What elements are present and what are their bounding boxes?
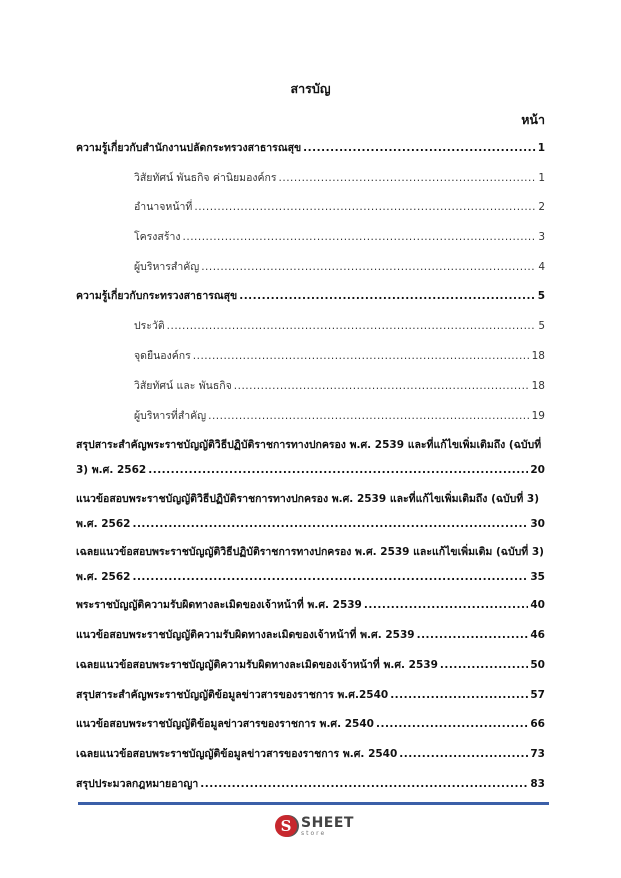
toc-entry-title: อำนาจหน้าที่ <box>134 201 193 213</box>
toc-entry[interactable] <box>134 200 545 214</box>
toc-entry[interactable] <box>76 688 545 702</box>
toc-entry-page: 4 <box>538 261 545 273</box>
toc-entry[interactable] <box>134 260 545 274</box>
toc-entry-page: 50 <box>530 659 545 671</box>
toc-entry-title: ผู้บริหารที่สำคัญ <box>134 410 207 422</box>
toc-entry[interactable] <box>76 777 545 791</box>
toc-leader <box>201 260 536 274</box>
toc-entry-page: 20 <box>530 464 545 476</box>
toc-entry[interactable] <box>134 409 545 423</box>
toc-entry-title-cont: พ.ศ. 2562 <box>76 518 131 530</box>
toc-leader <box>440 658 528 672</box>
toc-entry-title: วิสัยทัศน์ พันธกิจ ค่านิยมองค์กร <box>134 172 277 184</box>
toc-entry-title: พระราชบัญญัติความรับผิดทางละเมิดของเจ้าหน้าที่ พ.ศ. 2539 <box>76 599 362 611</box>
toc-entry-title: ผู้บริหารสำคัญ <box>134 261 200 273</box>
logo-mark-icon: S <box>275 815 297 837</box>
toc-entry-title-cont: 3) พ.ศ. 2562 <box>76 464 147 476</box>
toc-entry-title: เฉลยแนวข้อสอบพระราชบัญญัติวิธีปฏิบัติราชการทางปกครอง พ.ศ. 2539 และแก้ไขเพิ่มเติม (ฉบับที่ 3) <box>76 546 544 558</box>
logo-subtext: store <box>301 829 327 837</box>
toc-entry-title: เฉลยแนวข้อสอบพระราชบัญญัติข้อมูลข่าวสารของราชการ พ.ศ. 2540 <box>76 748 398 760</box>
toc-leader <box>167 319 537 333</box>
toc-leader <box>234 379 530 393</box>
toc-entry-title: โครงสร้าง <box>134 231 181 243</box>
toc-entry-page: 46 <box>530 629 545 641</box>
toc-leader <box>183 230 537 244</box>
toc-entry-title: สรุปสาระสำคัญพระราชบัญญัติข้อมูลข่าวสารของราชการ พ.ศ.2540 <box>76 689 389 701</box>
toc-entry-title: สรุปประมวลกฎหมายอาญา <box>76 778 199 790</box>
toc-entry-page: 5 <box>538 320 545 332</box>
toc-leader <box>193 349 530 363</box>
toc-entry[interactable] <box>76 545 545 584</box>
toc-leader <box>417 628 529 642</box>
toc-entry-title: ความรู้เกี่ยวกับกระทรวงสาธารณสุข <box>76 290 238 302</box>
toc-entry-page: 40 <box>530 599 545 611</box>
toc-leader <box>194 200 536 214</box>
toc-entry-page: 73 <box>530 748 545 760</box>
toc-entry-page: 57 <box>530 689 545 701</box>
toc-entry-page: 5 <box>537 290 545 302</box>
toc-entry[interactable] <box>76 289 545 303</box>
sheet-store-logo <box>275 815 354 837</box>
toc-entry-page: 18 <box>531 350 545 362</box>
toc-entry[interactable] <box>76 717 545 731</box>
toc-entry[interactable] <box>134 379 545 393</box>
toc-entry[interactable] <box>76 658 545 672</box>
toc-leader <box>279 171 537 185</box>
toc-entry-title: วิสัยทัศน์ และ พันธกิจ <box>134 380 232 392</box>
toc-entry-title: ความรู้เกี่ยวกับสำนักงานปลัดกระทรวงสาธารณสุข <box>76 142 302 154</box>
toc-leader <box>399 747 528 761</box>
toc-entry-title: เฉลยแนวข้อสอบพระราชบัญญัติความรับผิดทางละเมิดของเจ้าหน้าที่ พ.ศ. 2539 <box>76 659 438 671</box>
toc-entry[interactable] <box>76 141 545 155</box>
toc-entry-page: 19 <box>531 410 545 422</box>
toc-leader <box>148 463 528 477</box>
logo-word: SHEET <box>301 814 354 831</box>
toc-entry-page: 30 <box>530 518 545 530</box>
toc-leader <box>200 777 528 791</box>
toc-entry-title: แนวข้อสอบพระราชบัญญัติข้อมูลข่าวสารของราชการ พ.ศ. 2540 <box>76 718 374 730</box>
toc-entry[interactable] <box>76 747 545 761</box>
footer-rule <box>78 802 549 805</box>
toc-entry[interactable] <box>76 492 545 531</box>
toc-entry-page: 1 <box>537 142 545 154</box>
toc-entry[interactable] <box>76 598 545 612</box>
toc-entry[interactable] <box>76 438 545 477</box>
toc-leader <box>376 717 528 731</box>
toc-entry-title: ประวัติ <box>134 320 165 332</box>
toc-entry-page: 1 <box>538 172 545 184</box>
toc-leader <box>208 409 530 423</box>
toc-entry-page: 66 <box>530 718 545 730</box>
toc-entry[interactable] <box>134 230 545 244</box>
toc-entry-page: 83 <box>530 778 545 790</box>
toc-leader <box>132 517 528 531</box>
toc-entry-page: 35 <box>530 571 545 583</box>
toc-leader <box>364 598 529 612</box>
toc-entry[interactable] <box>134 171 545 185</box>
logo-text <box>301 816 354 837</box>
toc-leader <box>303 141 536 155</box>
page-title: สารบัญ <box>290 81 331 96</box>
toc-entry-page: 18 <box>531 380 545 392</box>
page-column-label: หน้า <box>521 112 545 127</box>
toc-entry-title: แนวข้อสอบพระราชบัญญัติวิธีปฏิบัติราชการทางปกครอง พ.ศ. 2539 และที่แก้ไขเพิ่มเติมถึง (ฉบับที่ 3) <box>76 493 540 505</box>
toc-entry-page: 3 <box>538 231 545 243</box>
toc-entry-title: แนวข้อสอบพระราชบัญญัติความรับผิดทางละเมิดของเจ้าหน้าที่ พ.ศ. 2539 <box>76 629 415 641</box>
toc-entry-title: สรุปสาระสำคัญพระราชบัญญัติวิธีปฏิบัติราชการทางปกครอง พ.ศ. 2539 และที่แก้ไขเพิ่มเติมถึง (ฉบับที่ <box>76 439 542 451</box>
toc-entry-title-cont: พ.ศ. 2562 <box>76 571 131 583</box>
toc-leader <box>390 688 528 702</box>
toc-leader <box>132 570 528 584</box>
toc-entry-title: จุดยืนองค์กร <box>134 350 191 362</box>
toc-leader <box>239 289 535 303</box>
toc-entry-page: 2 <box>538 201 545 213</box>
toc-entry[interactable] <box>134 319 545 333</box>
toc-entry[interactable] <box>76 628 545 642</box>
toc-entry[interactable] <box>134 349 545 363</box>
